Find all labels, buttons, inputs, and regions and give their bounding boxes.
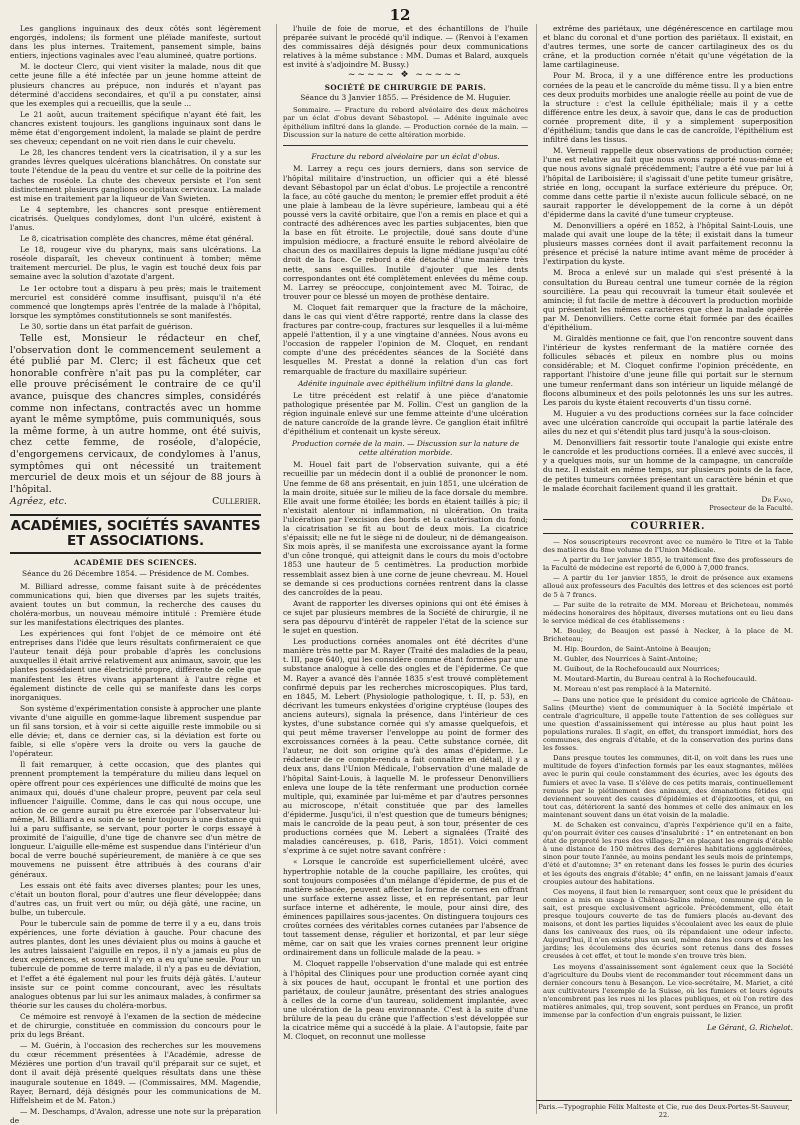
column-left — [10, 24, 261, 1125]
academy-meeting: Séance du 26 Décembre 1854. — Présidence de M. Combes. — [22, 568, 249, 578]
academy-paragraph: Ce mémoire est renvoyé à l'examen de la section de médecine et de chirurgie, constituée en commission du concours pour le prix du legs Bréant. — [10, 1011, 261, 1040]
fracture-paragraphs — [283, 164, 528, 375]
discussion-paragraph: M. Denonvilliers fait ressortir toute l'analogie qui existe entre le cancroïde et les productions cornées. Il a enlevé avec succès, il y a quelques mois, sur un homme de la campagne, un cancroïde du nez. Il existait en même temps, sur plusieurs points de la face, de petites tumeurs cornées présentant un caractère bénin et que le malade écorchait facilement quand il les grattait. — [543, 438, 793, 493]
letter-conclusion — [10, 333, 261, 495]
mutation-item: M. Bouley, de Beaujon est passé à Necker, à la place de M. Bricheteau; — [543, 626, 793, 643]
production-cornee-paragraphs — [283, 460, 528, 1041]
courier-paragraph: — A partir du 1er janvier 1855, le droit de présence aux examens alloué aux professeurs des Facultés des lettres et des sciences est porté de 5 à 7 francs. — [543, 574, 793, 599]
courier-paragraph: — A partir du 1er janvier 1855, le traitement fixe des professeurs de la Faculté de médecine est reporté de 6,000 à 7,000 francs. — [543, 556, 793, 573]
letter-signature — [10, 497, 261, 506]
discussion-paragraph: M. Giraldès mentionne ce fait, que l'on rencontre souvent dans l'intérieur de kystes renfermant de la matière cornée des follicules sébacés et pileux en nombre plus ou moins considérable; et M. Cloquet confirme l'opinion précédente, en rapportant l'histoire d'une jeune fille qui portait sur le sternum une tumeur renfermant dans son intérieur un liquide mélangé de flocons albumineux et des poils pelotonnés les uns sur les autres. Les parois du kyste étaient recouverts d'un tissu corné. — [543, 334, 793, 407]
courier-paragraph: — Par suite de la retraite de MM. Moreau et Bricheteau, nommés médecins honoraires des hôpitaux, diverses mutations ont eu lieu dans le service médical de ces établissemens : — [543, 600, 793, 625]
production-cornee-paragraph: M. Houel fait part de l'observation suivante, qui a été recueillie par un médecin dont il a oublié de prononcer le nom. Une femme de 68 ans présentait, en juin 1851, une ulcération de la main droite, située sur le milieu de la face dorsale du membre. Elle avait une forme étoilée; les bords en étaient taillés à pic; il n'existait alentour ni inflammation, ni ulcération. On traita l'ulcération par l'excision des bords et la cautérisation du fond; la cicatrisation se fit au bout de deux mois. La cicatrice s'épaissit; elle ne fut le siège ni de douleur, ni de démangeaison. Six mois après, il se manifesta une excroissance ayant la forme d'un cône tronqué, qui atteignit dans le cours du mois d'octobre 1853 une hauteur de 5 centimètres. La production morbide ressemblait assez bien à une corne de jeune chevreau. M. Houel se demande si ces productions cornées rentrent dans la classe des cancroïdes de la peau. — [283, 460, 529, 597]
courier-paragraph: M. de Schaken est convaincu, d'après l'expérience qu'il en a faite, qu'on pourrait éviter ces causes d'insalubrité : 1° en entretenant en bon état de propreté les rues des villages; 2° en plaçant les engrais d'étable à une distance de 150 mètres des dernières habitations agglomérées, sinon pour toute l'année, au moins pendant les seuls mois de printemps, d'été et d'automne; 3° en retenant dans les fosses le purin des écuries et les égouts des engrais d'étable; 4° enfin, en ne laissant jamais d'eaux croupies autour des habitations. — [543, 820, 793, 886]
intro-paragraph: l'huile de foie de morue, et des échantillons de l'huile préparée suivant le procédé qu'il indique. — (Renvoi à l'examen des commissaires déjà désignés pour deux communications relatives à la même substance : MM. Dumas et Balard, auxquels est invité à s'adjoindre M. Bussy.) — [283, 24, 528, 70]
courier-paragraph: — Nos souscripteurs recevront avec ce numéro le Titre et la Table des matières du 8me volume de l'Union Médicale. — [543, 537, 793, 555]
courier-title: COURRIER. — [543, 519, 793, 534]
signature-name: Dr Fano, — [761, 494, 793, 504]
fracture-paragraph: M. Cloquet fait remarquer que la fracture de la mâchoire, dans le cas qui vient d'être rapporté, rentre dans la classe des fractures par contre-coup, fractures sur lesquelles il a lui-même appelé l'attention, il y a une vingtaine d'années. Nous avons eu l'occasion de rappeler l'opinion de M. Cloquet, en rendant compte d'une des précédentes séances de la Société dans lesquelles M. Prestat a donné la relation d'un cas fort remarquable de fracture du maxillaire supérieur. — [283, 302, 528, 376]
signature-salutation: Agréez, etc. — [10, 496, 67, 508]
fracture-paragraph: M. Larrey a reçu ces jours derniers, dans son service de l'hôpital militaire d'instruction, un officier qui a été blessé devant Sébastopol par un éclat d'obus. Le projectile a rencontré la face, au côté gauche du menton; le premier effet produit a été une plaie à lambeau de la lèvre supérieure, lambeau qui a été poussé vers la cavité orbitaire, que l'on a remis en place et qui a contracté des adhérences avec les parties subjacentes, bien que la base en fût étroite. Le projectile, doué sans doute d'une impulsion médiocre, a fracturé ensuite le rebord alvéolaire de chacun des os maxillaires depuis la ligne médiane jusqu'au côté droit de la face. Ce rebord a été détaché d'une manière très nette, sans esquilles. Inutile d'ajouter que les dents correspondantes ont été complètement enlevées du même coup. M. Larrey se préoccupe, conjointement avec M. Toirac, de trouver pour ce blessé un moyen de prothèse dentaire. — [283, 164, 528, 301]
ornament-divider: ~~~~~ ❖ ~~~~~ — [347, 70, 464, 81]
heading-adenite: Adénite inguinale avec épithélium infiltré dans la glande. — [298, 378, 513, 388]
mutation-item: M. Gubler, des Nourrices à Saint-Antoine; — [553, 655, 698, 664]
discussion-paragraph: M. Huguier a vu des productions cornées sur la face coïncider avec une ulcération cancroïde qui occupait la partie latérale des ailes du nez et qui s'étendit plus tard jusqu'à la sous-cloison. — [543, 408, 793, 437]
discussion-paragraph: M. Denonvilliers a opéré en 1852, à l'hôpital Saint-Louis, une malade qui avait une loupe de la tête; il existait dans la tumeur plusieurs masses cornées dont il avait parfaitement reconnu la présence et précisé la nature intime avant même de procéder à l'extirpation du kyste. — [543, 220, 793, 267]
academy-paragraph: Il fait remarquer, à cette occasion, que des plantes qui prennent promptement la température du milieu dans lequel on opère offrent pour ces expériences une difficulté de moins que les animaux qui, doués d'une chaleur propre, peuvent par cela seul influencer l'aiguille. Comme, dans le cas qui nous occupe, une action de ce genre aurait pu être exercée par l'observateur lui-même, M. Billiard a eu soin de se tenir toujours à une distance qui lui a paru suffisante, se servant, pour porter le corps essayé à proximité de l'aiguille, d'une tige de chanvre sec d'un mètre de longueur. L'aiguille elle-même est suspendue dans l'intérieur d'un bocal de verre bouché supérieurement, de manière à ce que ses mouvemens ne puissent être attribués à des courans d'air généraux. — [10, 760, 261, 879]
discussion-paragraphs — [543, 24, 793, 493]
observation-paragraph: Le 1er octobre tout a disparu à peu près; mais le traitement mercuriel est considéré comme insuffisant, puisqu'il n'a été commencé que longtemps après l'entrée de la malade à l'hôpital, lorsque les symptômes constitutionnels se sont manifestés. — [10, 283, 261, 320]
page-number: 12 — [389, 6, 411, 24]
summary-rule — [283, 145, 528, 146]
author-signature — [543, 495, 793, 513]
courier-paragraph: Dans presque toutes les communes, dit-il, on voit dans les rues une multitude de foyers d'infection formés par les eaux stagnantes, mêlées avec le purin qui coule constamment des écuries, avec les égouts des fumiers et avec la vase. Il s'élève de ces petits marais, continuellement remués par le piétinement des animaux, des émanations fétides qui deviennent souvent des causes d'épidémies et d'épizooties, et qui, en tout cas, détériorent la santé des hommes et celle des animaux en les maintenant souvent dans un état voisin de la maladie. — [543, 754, 793, 819]
academy-paragraph: — M. Guérin, à l'occasion des recherches sur les mouvemens du cœur récemment présentées à l'Académie, adresse de Mézières une portion d'un travail qu'il préparait sur ce sujet, et dont il avait déjà présenté quelques résultats dans une thèse inaugurale soutenue en 1849. — (Commissaires, MM. Magendie, Rayer, Bernard, déjà désignés pour les communications de M. Hiffelsheim et de M. Faton.) — [10, 1041, 261, 1105]
production-cornee-paragraph: Les productions cornées anomales ont été décrites d'une manière très nette par M. Rayer (Traité des maladies de la peau, t. III, page 640), qui les considère comme étant formées par une substance analogue à celle des ongles et de l'épiderme. Ce que M. Rayer a avancé dès l'année 1835 s'est trouvé complètement confirmé depuis par les recherches microscopiques. Plus tard, en 1845, M. Lebert (Physiologie pathologique, t. II, p. 53), en décrivant les tumeurs enkystées d'origine cryptéuse (loupes des anciens auteurs), signala la présence, dans l'intérieur de ces kystes, d'une substance cornée qui s'y amasse quelquefois, et qui peut même traverser l'enveloppe au point de former des excroissances cornées à la peau. Cette substance cornée, dit l'auteur, ne doit son origine qu'à des amas d'épiderme. Le rédacteur de ce compte-rendu a fait connaître en détail, il y a deux ans, dans l'Union Médicale, l'observation d'une malade de l'hôpital Saint-Louis, à laquelle M. le professeur Denonvilliers enleva une loupe de la tête renfermant une production cornée multiple, qui, examinée par lui-même et par d'autres personnes au microscope, n'était constituée que par des lamelles d'épiderme. Jusqu'ici, il n'est question que de tumeurs bénignes; mais le cancroïde de la peau peut, à son tour, présenter de ces productions cornées que M. Lebert a signalées (Traité des maladies cancéreuses, p. 618, Paris, 1851). Voici comment s'exprime à ce sujet notre savant confrère : — [283, 637, 528, 856]
academy-paragraph: Les expériences qui font l'objet de ce mémoire ont été entreprises dans l'idée que leurs résultats confirmeraient ce que l'auteur tenait déjà pour probable d'après les conclusions auxquelles il était arrivé relativement aux animaux, savoir, que les plantes possédaient une électricité propre, différente de celle que manifestent les êtres vivans appartenant à l'autre règne et également distincte de celle qui se manifeste dans les corps inorganiques. — [10, 629, 261, 702]
society-meeting: Séance du 3 Janvier 1855. — Présidence de M. Huguier. — [300, 92, 511, 102]
signature-author: Cullerier. — [212, 496, 261, 508]
heading-production-cornee: Production cornée de la main. — Discussion sur la nature de cette altération morbide. — [291, 439, 520, 458]
academy-paragraph: — M. Deschamps, d'Avalon, adresse une note sur la préparation de — [10, 1106, 261, 1125]
observation-paragraph: Les ganglions inguinaux des deux côtés sont légèrement engorgés, indolens; ils forment une pléïade manifeste, surtout dans les plus internes. Traitement, pansement simple, bains entiers, injections vaginales avec l'eau alumineé, quatre portions. — [10, 24, 261, 61]
discussion-paragraph: M. Verneuil rappelle deux observations de production cornée; l'une est relative au fait que nous avons rapporté nous-même et que nous avons signalé précédemment; l'autre a été vue par lui à l'hôpital de Lariboisière; il s'agissait d'une petite tumeur grisâtre, striée en long, occupant la surface extérieure du prépuce. Or, comme dans cette partie il n'existe aucun follicule sébacé, on ne saurait rapporter le développement de la corne à un dépôt d'épiderme dans la cavité d'une tumeur crypteuse. — [543, 146, 793, 219]
section-title: ACADÉMIES, SOCIÉTÉS SAVANTES ET ASSOCIATIONS. — [10, 514, 261, 554]
academy-paragraph: Pour le tubercule sain de pomme de terre il y a eu, dans trois expériences, une forte déviation à gauche. Pour chacune des autres plantes, dont les unes déviaient plus ou moins à gauche et les autres laissaient l'aiguille en repos, il n'y a jamais eu plus de deux expériences, et souvent il n'y en a eu qu'une seule. Pour un tubercule de pomme de terre malade, il n'y a pas eu de déviation, et l'effet a été également nul pour les fruits déjà gâtés. L'auteur insiste sur ce point comme concourant, avec les résultats analogues obtenus par lui sur les animaux malades, à confirmer sa théorie sur les causes du choléra-morbus. — [10, 918, 261, 1010]
academy-paragraph: Son système d'expérimentation consiste à approcher une plante vivante d'une aiguille en gomme-laque librement suspendue par un fil sans torsion, et à voir si cette aiguille reste immobile ou si elle dévie; et, dans ce dernier cas, si la déviation est forte ou faible, si elle s'opère vers la droite ou vers la gauche de l'opérateur. — [10, 703, 261, 759]
academy-paragraphs — [10, 582, 261, 1125]
courier-paragraph: Les moyens d'assainissement sont également ceux que la Société d'agriculture du Doubs vient de recommander tout récemment dans un dernier concours tenu à Besançon. Le vice-secrétaire, M. Mariet, a cité aux cultivateurs l'exemple de la Suisse, où les fumiers et leurs égouts n'encombrent pas les rues ni les places publiques, et où l'on retire des matières animales, qui, trop souvent, sont perdues en France, un profit immense par la confection d'un engrais puissant, le lizier. — [543, 962, 793, 1020]
production-cornee-paragraph: « Lorsque le cancroïde est superficiellement ulcéré, avec hypertrophie notable de la couche papillaire, les croûtes, qui sont toujours composées d'un mélange d'épiderme, de pus et de matière sébacée, peuvent affecter la forme de cornes en offrant une surface externe assez lisse, et en représentant, par leur surface interne et adhérente, le moule, pour ainsi dire, des éminences papillaires sous-jacentes. On distinguera toujours ces croûtes cornées des véritables cornes cutanées par l'absence de tout tassement dense, régulier et horizontal, et par leur siège même, car on sait que les vraies cornes prennent leur origine ordinairement dans un follicule malade de la peau. » — [283, 857, 528, 958]
courier-paragraph: Ces moyens, il faut bien le remarquer, sont ceux que le président du comice a mis en usage à Château-Salins même, commune qui, on le sait, est presque exclusivement agricole. Précédemment, elle était presque toujours couverte de tas de fumiers placés au-devant des maisons, et dont les parties liquides s'écoulaient avec les eaux de pluie dans les caniveaux des rues, où ils répandaient une odeur infecte. Aujourd'hui, il n'en existe plus un seul, même dans les cours et dans les jardins; les écoulemens des écuries sont retenus dans des fosses creusées à cet effet, et tout le monde s'en trouve très bien. — [543, 887, 793, 961]
production-cornee-paragraph: Avant de rapporter les diverses opinions qui ont été émises à ce sujet par plusieurs membres de la Société de chirurgie, il ne sera pas dépourvu d'intérêt de rappeler l'état de la science sur le sujet en question. — [283, 598, 528, 636]
signature-title: Prosecteur de la Faculté. — [709, 503, 793, 512]
adenite-paragraph: Le titre précédent est relatif à une pièce d'anatomie pathologique présentée par M. Follin. C'est un ganglion de la région inguinale enlevé sur une femme atteinte d'une ulcération de nature cancroïde de la grande lèvre. Ce ganglion était infiltré d'épithélium et contenait un kyste séreux. — [283, 390, 528, 437]
column-middle — [276, 24, 528, 1114]
conclusion-paragraph: Telle est, Monsieur le rédacteur en chef, l'observation dont le commencement seulement a été publié par M. Clerc; il est fâcheux que cet honorable confrère n'ait pas pu la compléter, car elle prouve précisément le contraire de ce qu'il avance, puisque des chancres simples, considérés comme non infectans, contractés avec un homme ayant le même symptôme, puis communiqués, sous la même forme, à un autre homme, ont été suivis, chez cette femme, de roséole, d'alopécie, d'engorgemens cervicaux, de condylomes à l'anus, symptômes qui ont nécessité un traitement mercuriel de deux mois et un séjour de 88 jours à l'hôpital. — [10, 333, 261, 495]
mutation-item: M. Moreau n'est pas remplacé à la Maternité. — [553, 685, 712, 694]
observation-paragraph: Le 21 août, aucun traitement spécifique n'ayant été fait, les chancres existent toujours. les ganglions inguinaux sont dans le même état d'engorgement indolent, la malade se plaint de perdre ses cheveux; cependant on ne voit rien dans le cuir chevelu. — [10, 109, 261, 147]
mutation-item: M. Guibout, de la Rochefoucauld aux Nourrices; — [553, 665, 720, 674]
production-cornee-paragraph: M. Cloquet rappelle l'observation d'une malade qui est entrée à l'hôpital des Cliniques pour une production cornée ayant cinq à six pouces de haut, occupant le frontal et une portion des pariétaux, de couleur jaunâtre, présentant des stries analogues à celles de la corne d'un taureau, solidement implantée, avec une ulcération de la peau environnante. C'est à la suite d'une brûlure de la peau du crâne que l'affection s'est développée sur la cicatrice même qui a succédé à la plaie. A l'autopsie, faite par M. Cloquet, on reconnut une mollesse — [283, 959, 528, 1042]
session-summary: Sommaire. — Fracture du rebord alvéolaire des deux mâchoires par un éclat d'obus devant Sébastopol. — Adénite inguinale avec épithélium infiltré dans la glande. — Production cornée de la main. — Discussion sur la nature de cette altération morbide. — [283, 105, 528, 139]
mutations-list — [543, 627, 793, 694]
observation-paragraph: Le 28, les chancres tendent vers la cicatrisation, il y a sur les grandes lèvres quelques ulcérations blanchâtres. On constate sur toute l'étendue de la peau du ventre et sur celle de la poitrine des taches de roséole. La chute des cheveux persiste et l'on sent distinctement plusieurs ganglions occipitaux cervicaux. La malade est mise en traitement par la liqueur de Van Swieten. — [10, 148, 261, 203]
courier-section — [543, 538, 793, 1019]
observation-paragraphs — [10, 24, 261, 331]
adenite-paragraphs — [283, 391, 528, 436]
discussion-paragraph: extrême des pariétaux, une dégénérescence en cartilage mou et blanc du coronal et d'une portion des pariétaux. Il existait, en d'autres termes, une sorte de cancer cartilagineux des os du crâne, et la production cornée n'était qu'une végétation de la lame cartilagineuse. — [543, 24, 793, 70]
heading-fracture: Fracture du rebord alvéolaire par un éclat d'obus. — [311, 152, 500, 162]
mutation-item: M. Moutard-Martin, du Bureau central à la Rochefoucauld. — [553, 675, 757, 684]
society-name: SOCIÉTÉ DE CHIRURGIE DE PARIS. — [324, 82, 487, 92]
courier-paragraphs-2 — [543, 696, 793, 1020]
column-right — [536, 24, 793, 1114]
observation-paragraph: Le 30, sortie dans un état parfait de guérison. — [20, 321, 193, 331]
courier-paragraph: — Dans une notice que le président du comice agricole de Château-Salins (Meurthe) vient de communiquer à la Société impériale et centrale d'agriculture, il appelle toute l'attention de ses collègues sur une question d'assainissement qui intéresse au plus haut point les populations rurales. Il s'agit, en effet, du transport immédiat, hors des communes, des engrais d'étable, et de la conservation des purins dans les fosses. — [543, 695, 793, 753]
mutation-item: M. Hip. Bourdon, de Saint-Antoine à Beaujon; — [553, 645, 712, 654]
observation-paragraph: Le 8, cicatrisation complète des chancres, même état général. — [20, 234, 254, 244]
observation-paragraph: M. le docteur Clerc, qui vient visiter la malade, nous dit que cette jeune fille a été infectée par un jeune homme atteint de plusieurs chancres au prépuce, non indurés et n'ayant pas déterminé d'accidens secondaires, et qu'il a pu constater, ainsi que les exemples qui a recueillis, que la seule ... — [10, 62, 261, 108]
courier-paragraphs — [543, 538, 793, 625]
academy-name: ACADÉMIE DES SCIENCES. — [73, 558, 198, 568]
observation-paragraph: Le 4 septembre, les chancres sont presque entièrement cicatrisés. Quelques condylomes, dont l'un ulcéré, existent à l'anus. — [10, 204, 261, 232]
observation-paragraph: Le 18, rougeur vive du pharynx, mais sans ulcérations. La roséole disparaît, les cheveux continuent à tomber; même traitement mercuriel. De plus, le vagin est touché deux fois par semaine avec la solution d'azotate d'argent. — [10, 245, 261, 282]
academy-paragraph: Les essais ont été faits avec diverses plantes; pour les unes, c'était un bouton floral, pour d'autres une fleur développée; dans d'autres cas, un fruit vert ou mûr, ou déjà gâté, une racine, un bulbe, un tubercule. — [10, 880, 261, 917]
printer-imprint: Paris.—Typographie Félix Malteste et Cie, rue des Deux-Portes-St-Sauveur, 22. — [536, 1100, 792, 1119]
gerant-signature: Le Gérant, G. Richelot. — [707, 1023, 793, 1033]
discussion-paragraph: Pour M. Broca, il y a une différence entre les productions cornées de la peau et le cancroïde du même tissu. Il y a bien entre ces deux produits morbides une analogie réelle au point de vue de la structure : c'est la cellule épithéliale; mais il y a cette différence entre les deux, à savoir que, dans le cas de production cornée proprement dite, il y a simplement superposition d'épithélium; tandis que dans le cas de cancroïde, l'épithélium est infiltré dans les tissus. — [543, 71, 793, 145]
academy-paragraph: M. Billiard adresse, comme faisant suite à de précédentes communications qui, bien que diverses par les sujets traités, avaient toutes un but commun, la recherche des causes du choléra-morbus, un nouveau mémoire intitulé : Première étude sur les manifestations électriques des plantes. — [10, 581, 261, 627]
discussion-paragraph: M. Broca a enlevé sur un malade qui s'est présenté à la consultation du Bureau central une tumeur cornée de la région sourcilière. La peau qui recouvrait la tumeur était soulevée et amincie; il fut facile de mettre à découvert la production morbide qui présentait les mêmes caractères que chez la malade opérée par M. Denonvilliers. Cette corne était formée par des écailles d'épithélium. — [543, 268, 793, 332]
